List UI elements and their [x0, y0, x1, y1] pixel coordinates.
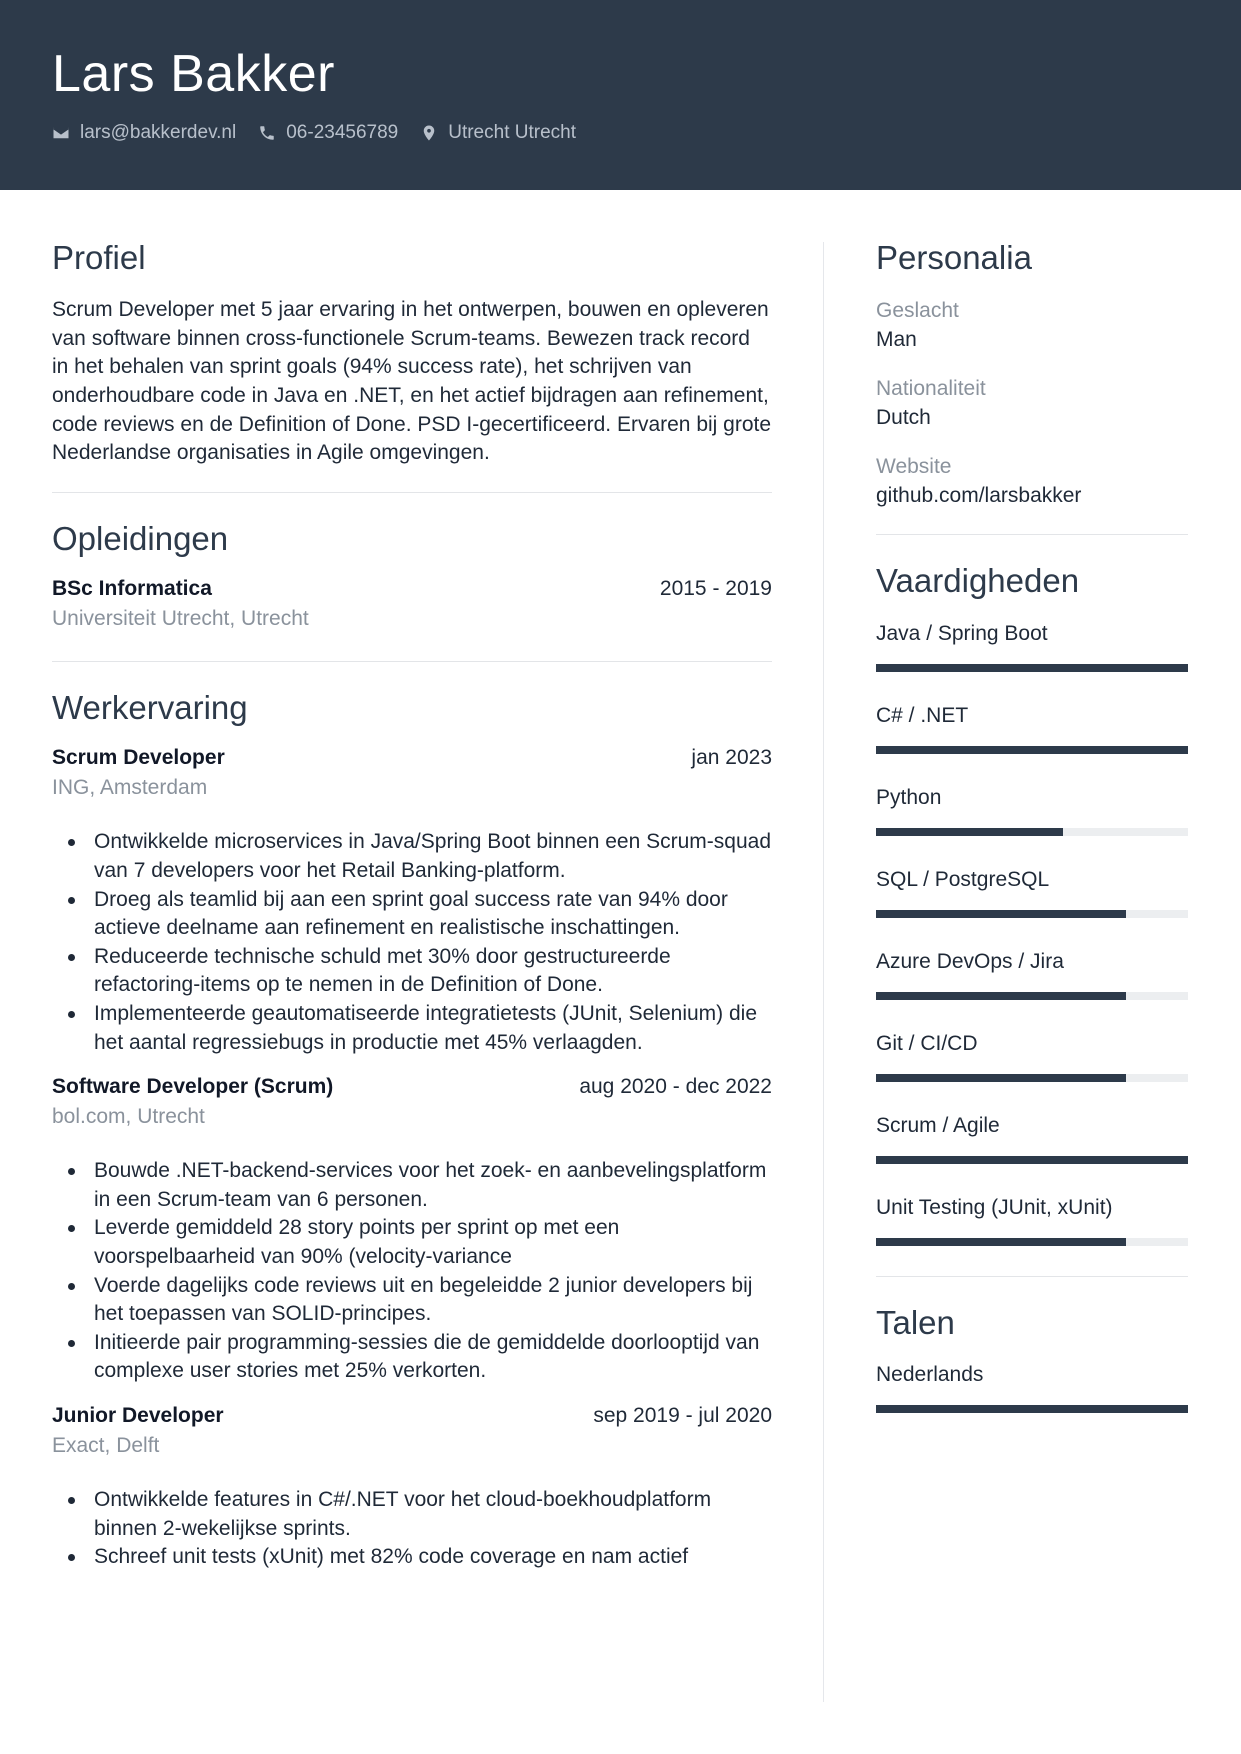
list-item: Schreef unit tests (xUnit) met 82% code coverage en nam actief: [52, 1543, 772, 1572]
section-title-skills: Vaardigheden: [876, 562, 1080, 600]
envelope-icon: [52, 124, 70, 142]
skill-name: Nederlands: [876, 1362, 984, 1386]
skill-name: Java / Spring Boot: [876, 621, 1048, 645]
phone-text: 06-23456789: [286, 122, 399, 143]
skill-level-bar: [876, 746, 1188, 754]
skill-level-fill: [876, 910, 1126, 918]
job-entry: [52, 1075, 772, 1386]
job-bullets: [52, 1486, 772, 1572]
skill-level-fill: [876, 746, 1188, 754]
job-company: ING, Amsterdam: [52, 776, 208, 800]
personal-item: [876, 296, 1188, 354]
skill-level-fill: [876, 1074, 1126, 1082]
skill-level-bar: [876, 910, 1188, 918]
header-banner: [0, 0, 1241, 190]
list-item: Voerde dagelijks code reviews uit en begeleidde 2 junior developers bij het toepassen van SOLID-principes.: [52, 1272, 772, 1329]
list-item: Ontwikkelde microservices in Java/Spring Boot binnen een Scrum-squad van 7 developers voor het Retail Banking-platform.: [52, 828, 772, 885]
divider: [52, 492, 772, 493]
skill-level-fill: [876, 664, 1188, 672]
divider: [876, 1276, 1188, 1277]
list-item: Leverde gemiddeld 28 story points per sprint op met een voorspelbaarheid van 90% (velocity-variance: [52, 1214, 772, 1271]
section-title-personal: Personalia: [876, 239, 1032, 276]
skill-name: Azure DevOps / Jira: [876, 949, 1064, 973]
list-item: Reduceerde technische schuld met 30% door gestructureerde refactoring-items op te nemen in de Definition of Done.: [52, 943, 772, 1000]
languages-section: [876, 1305, 1188, 1413]
location-text: Utrecht Utrecht: [448, 122, 576, 143]
website-link[interactable]: github.com/larsbakker: [876, 484, 1082, 508]
main-column: [52, 240, 772, 1590]
skills-list: [876, 620, 1188, 1246]
education-dates: 2015 - 2019: [659, 577, 772, 601]
skill-name: Unit Testing (JUnit, xUnit): [876, 1195, 1113, 1219]
email-text: lars@bakkerdev.nl: [80, 122, 237, 143]
personal-section: [876, 240, 1188, 510]
list-item: Implementeerde geautomatiseerde integratietests (JUnit, Selenium) die het aantal regressiebugs in productie met 45% verlaagden.: [52, 1000, 772, 1057]
personal-item: [876, 374, 1188, 432]
skill-level-bar: [876, 1238, 1188, 1246]
list-item: Bouwde .NET-backend-services voor het zoek- en aanbevelingsplatform in een Scrum-team van 6 personen.: [52, 1157, 772, 1214]
list-item: Initieerde pair programming-sessies die de gemiddelde doorlooptijd van complexe user stories met 25% verkorten.: [52, 1329, 772, 1386]
list-item: Droeg als teamlid bij aan een sprint goal success rate van 94% door actieve deelname aan refinement en realistische inschattingen.: [52, 886, 772, 943]
profile-text: Scrum Developer met 5 jaar ervaring in het ontwerpen, bouwen en opleveren van software binnen cross-functionele Scrum-teams. Bewezen track record in het behalen van sprint goals (94% success rate), het schrijven van onderhoudbare code in Java en .NET, en het actief bijdragen aan refinement, code reviews en de Definition of Done. PSD I-gecertificeerd. Ervaren bij grote Nederlandse organisaties in Agile omgevingen.: [52, 298, 772, 465]
skill-level-fill: [876, 828, 1063, 836]
experience-section: [52, 690, 772, 1572]
divider: [52, 661, 772, 662]
personal-item: [876, 452, 1188, 510]
skill-level-bar: [876, 664, 1188, 672]
contact-location: [420, 122, 576, 144]
skill-item: [876, 948, 1188, 1000]
list-item: Ontwikkelde features in C#/.NET voor het cloud-boekhoudplatform binnen 2-wekelijkse sprints.: [52, 1486, 772, 1543]
skill-item: [876, 702, 1188, 754]
skill-item: [876, 1030, 1188, 1082]
skill-item: [876, 620, 1188, 672]
skill-item: [876, 1361, 1188, 1413]
job-bullets: [52, 828, 772, 1057]
skill-level-fill: [876, 1238, 1126, 1246]
skill-level-fill: [876, 1156, 1188, 1164]
education-section: [52, 521, 772, 631]
section-title-profile: Profiel: [52, 239, 146, 276]
skill-name: Git / CI/CD: [876, 1031, 978, 1055]
phone-icon: [258, 124, 276, 142]
job-dates: sep 2019 - jul 2020: [593, 1403, 772, 1427]
skills-section: [876, 563, 1188, 1245]
skill-level-fill: [876, 992, 1126, 1000]
skill-item: [876, 866, 1188, 918]
personal-value: Dutch: [876, 406, 931, 430]
job-dates: jan 2023: [691, 746, 772, 770]
skill-item: [876, 784, 1188, 836]
sidebar-column: [876, 240, 1188, 1443]
skill-level-bar: [876, 1156, 1188, 1164]
job-role: Scrum Developer: [52, 746, 225, 770]
degree-title: BSc Informatica: [52, 577, 212, 601]
job-bullets: [52, 1157, 772, 1386]
skill-name: SQL / PostgreSQL: [876, 867, 1050, 891]
personal-label: Nationaliteit: [876, 377, 986, 401]
job-entry: [52, 746, 772, 1057]
skill-level-bar: [876, 1405, 1188, 1413]
skill-level-bar: [876, 1074, 1188, 1082]
divider: [876, 534, 1188, 535]
job-entry: [52, 1404, 772, 1572]
skill-level-bar: [876, 828, 1188, 836]
job-role: Junior Developer: [52, 1403, 224, 1427]
section-title-languages: Talen: [876, 1303, 955, 1341]
candidate-name: Lars Bakker: [52, 45, 335, 103]
skill-name: Python: [876, 785, 942, 809]
map-pin-icon: [420, 124, 438, 142]
section-title-experience: Werkervaring: [52, 689, 248, 727]
skill-item: [876, 1194, 1188, 1246]
job-dates: aug 2020 - dec 2022: [579, 1075, 772, 1099]
contact-phone[interactable]: [258, 122, 398, 144]
skill-level-fill: [876, 1405, 1188, 1413]
job-role: Software Developer (Scrum): [52, 1075, 334, 1099]
personal-value: Man: [876, 328, 917, 352]
section-title-education: Opleidingen: [52, 519, 229, 557]
job-company: Exact, Delft: [52, 1433, 160, 1457]
personal-label: Geslacht: [876, 299, 959, 323]
skill-name: Scrum / Agile: [876, 1113, 1000, 1137]
contact-bar: [52, 122, 576, 144]
skill-name: C# / .NET: [876, 703, 969, 727]
job-company: bol.com, Utrecht: [52, 1105, 205, 1129]
skill-level-bar: [876, 992, 1188, 1000]
languages-list: [876, 1361, 1188, 1413]
skill-item: [876, 1112, 1188, 1164]
personal-label: Website: [876, 455, 952, 479]
profile-section: [52, 240, 772, 468]
contact-email[interactable]: [52, 122, 236, 144]
education-entry: [52, 577, 772, 631]
column-divider: [823, 242, 824, 1702]
school-name: Universiteit Utrecht, Utrecht: [52, 607, 309, 631]
